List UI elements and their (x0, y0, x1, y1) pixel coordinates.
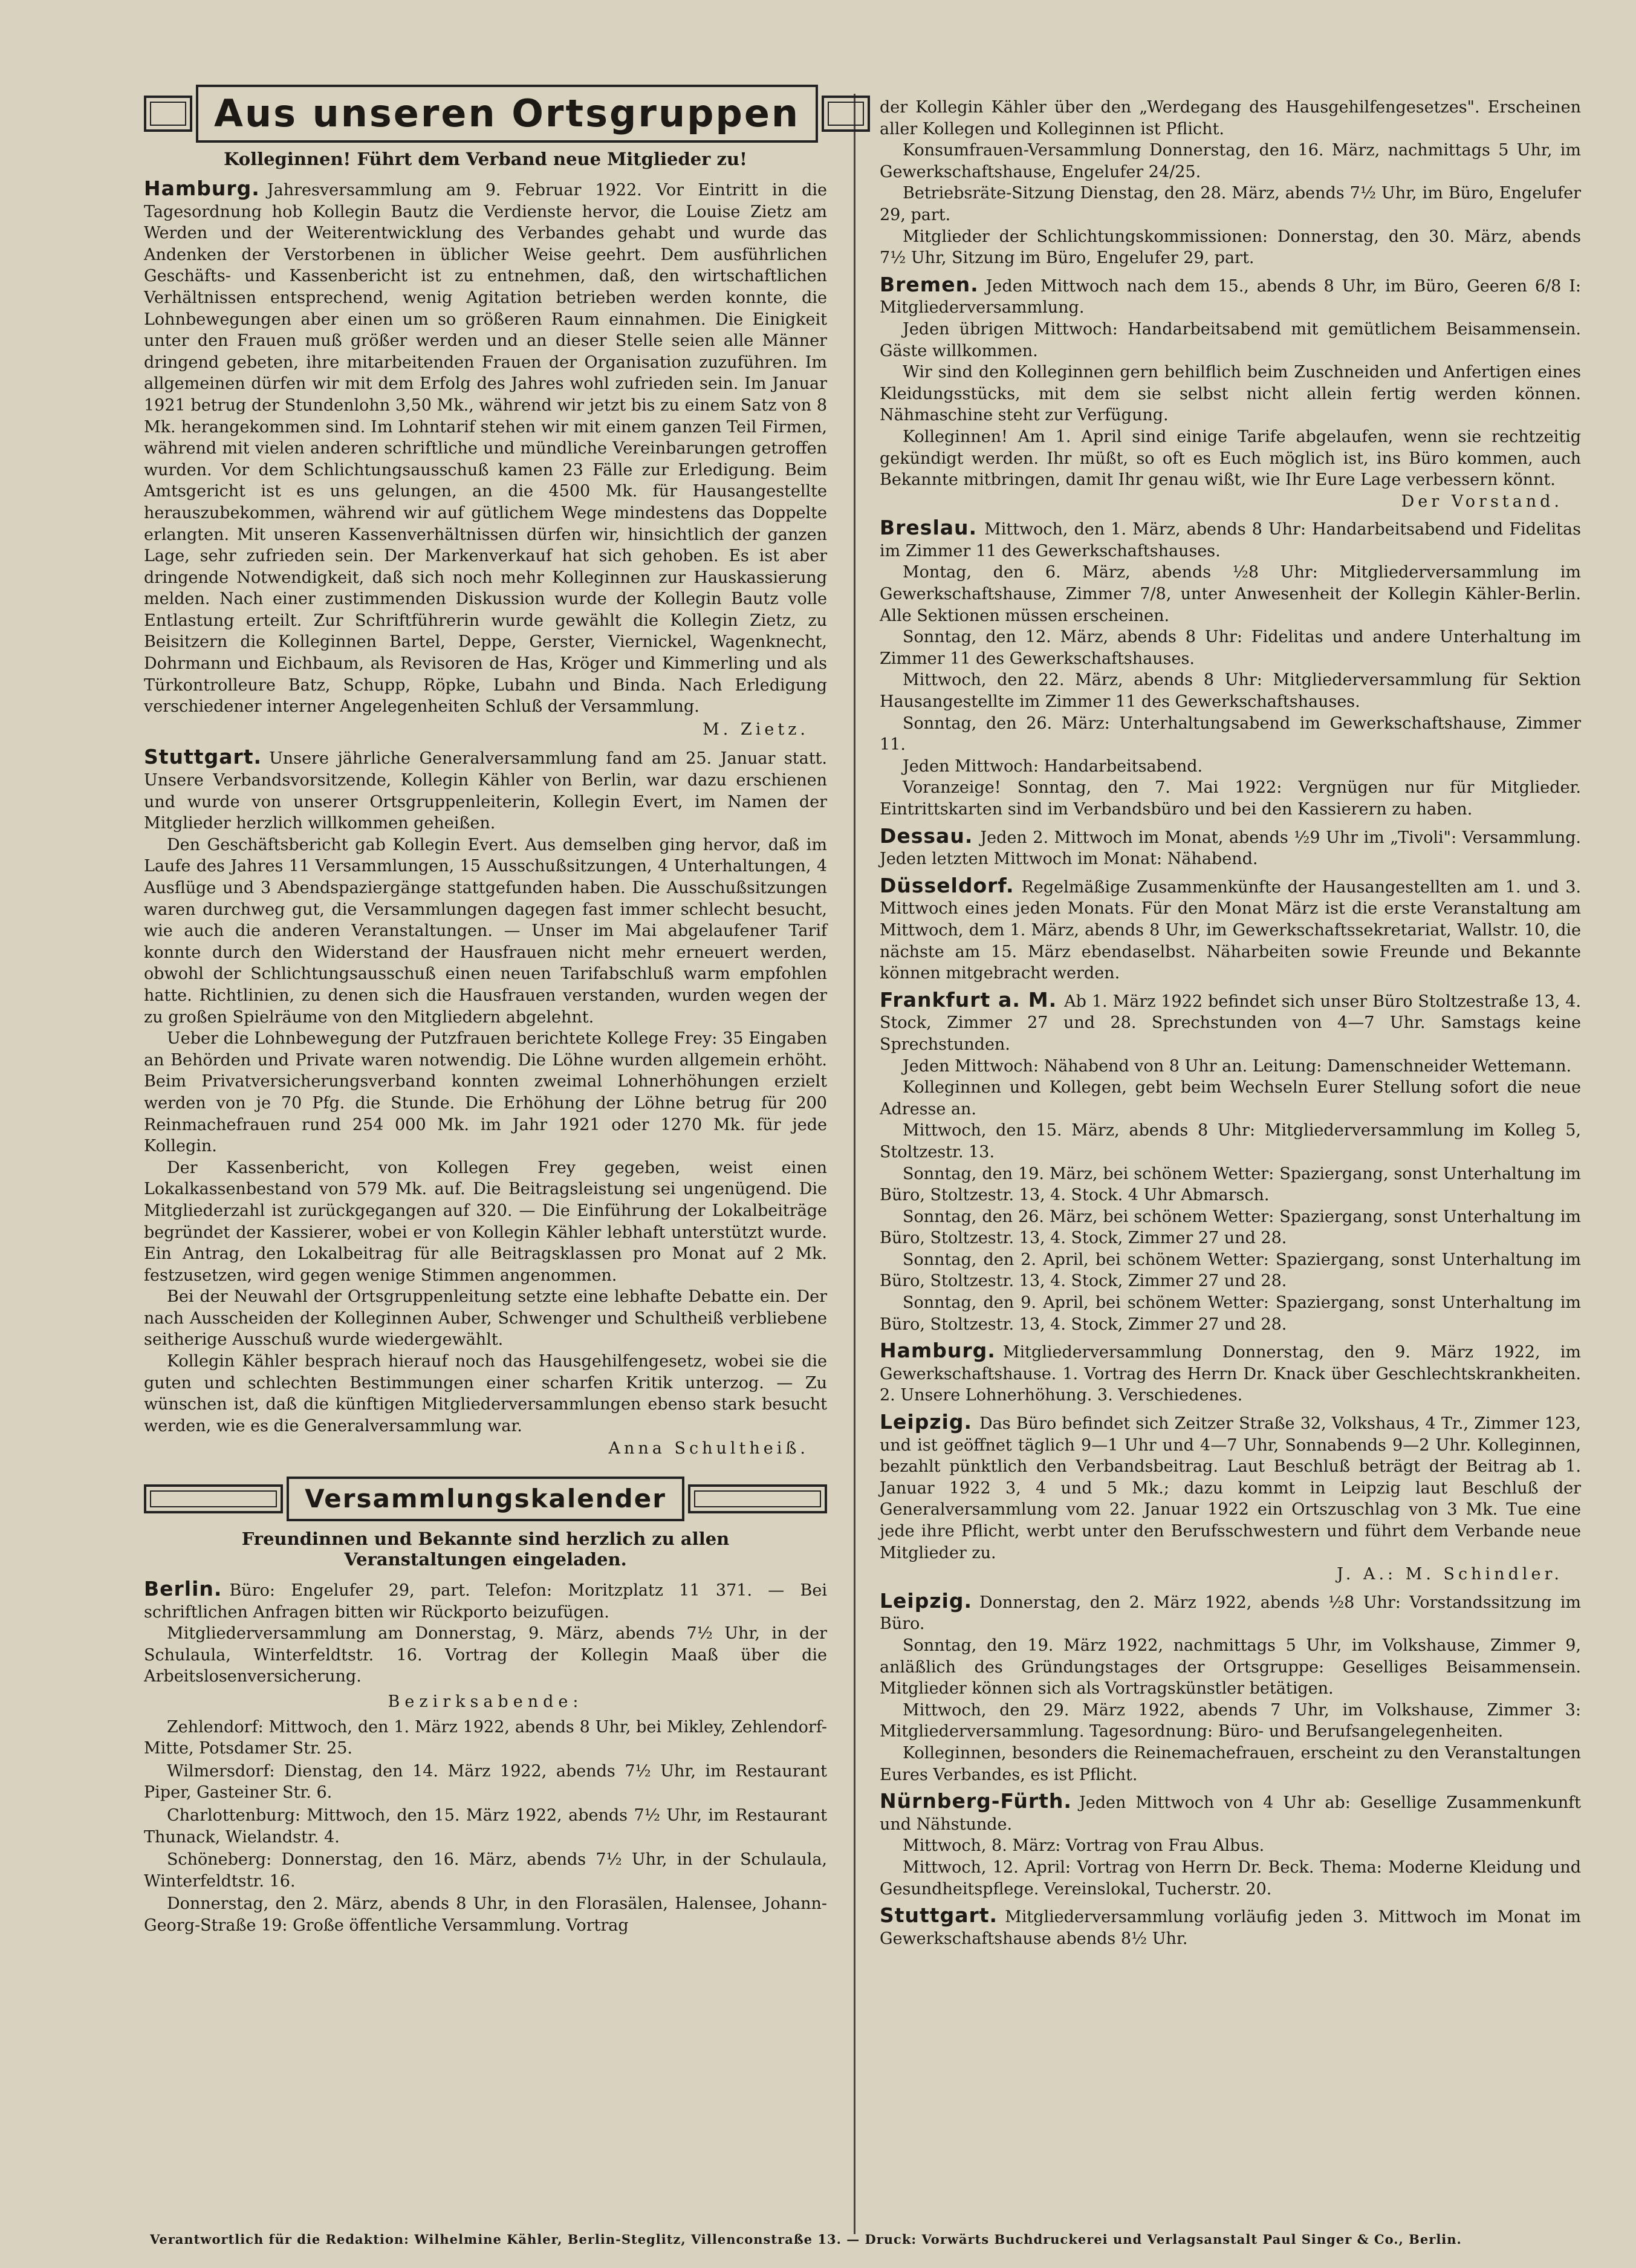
calendar-breslau (880, 517, 1581, 562)
article-paragraph: Kollegin Kähler besprach hierauf noch das Hausgehilfengesetz, wobei sie die guten und schlechten Bestimmungen einer scharfen Kritik unterzog. — Zu wünschen ist, daß die künftigen Mitgliederversammlungen ebenso stark besucht werden, wie es die Generalversammlung war. (144, 1352, 827, 1435)
calendar-entry: Jeden Mittwoch: Nähabend von 8 Uhr an. Leitung: Damenschneider Wettemann. (903, 1056, 1572, 1076)
heading-ornament-left (144, 1484, 283, 1513)
entry-text: Jeden Mittwoch von 4 Uhr ab: Gesellige Zusammenkunft und Nähstunde. (880, 1793, 1581, 1834)
calendar-dessau (880, 825, 1581, 870)
entry-text: Mitgliederversammlung Donnerstag, den 9. März 1922, im Gewerkschaftshause. 1. Vortrag des Herrn Dr. Knack über Geschlechtskrankheiten. 2. Unsere Lohnerhöhung. 3. Verschiedenes. (880, 1343, 1581, 1405)
city-name: Hamburg. (144, 177, 260, 200)
city-name: Stuttgart. (144, 745, 262, 769)
calendar-entry: Sonntag, den 19. März, bei schönem Wetter: Spaziergang, sonst Unterhaltung im Büro, Stoltzestr. 13, 4. Stock. 4 Uhr Abmarsch. (880, 1164, 1581, 1205)
calendar-entry: Sonntag, den 19. März 1922, nachmittags 5 Uhr, im Volkshause, Zimmer 9, anläßlich des Gründungstages der Ortsgruppe: Geselliges Beisammensein. Mitglieder können sich als Vortragskünstler betätigen. (880, 1636, 1581, 1698)
calendar-stuttgart (880, 1905, 1581, 1949)
calendar-entry: Mittwoch, 8. März: Vortrag von Frau Albus. (903, 1836, 1265, 1856)
left-column (144, 85, 827, 1938)
calendar-entry: Kolleginnen, besonders die Reinemachefrauen, erscheint zu den Veranstaltungen Eures Verbandes, es ist Pflicht. (880, 1743, 1581, 1784)
calendar-entry: Mittwoch, den 29. März 1922, abends 7 Uhr, im Volkshause, Zimmer 3: Mitgliederversammlung. Tagesordnung: Büro- und Berufsangelegenheiten. (880, 1700, 1581, 1741)
column-divider (854, 94, 855, 2234)
article-paragraph: Der Kassenbericht, von Kollegen Frey gegeben, weist einen Lokalkassenbestand von 579 Mk. auf. Die Beitragsleistung sei ungenügend. Die Mitgliederzahl ist zurückgegangen auf 320. — Die Einführung der Lokalbeiträge begründet der Kassierer, wobei er von Kollegin Kähler lebhaft unterstützt wurde. Ein Antrag, den Lokalbeitrag für alle Beitragsklassen pro Monat auf 2 Mk. festzusetzen, wird gegen wenige Stimmen angenommen. (144, 1158, 827, 1285)
calendar-entry: Schöneberg: Donnerstag, den 16. März, abends 7½ Uhr, in der Schulaula, Winterfeldtstr. 16. (144, 1850, 827, 1891)
entry-text: Mitgliederversammlung vorläufig jeden 3. Mittwoch im Monat im Gewerkschaftshause abends 8½ Uhr. (880, 1908, 1581, 1948)
section-heading-kalender (144, 1475, 827, 1522)
right-column (880, 97, 1581, 1949)
city-name: Hamburg. (880, 1339, 996, 1363)
calendar-leipzig-2 (880, 1590, 1581, 1635)
heading-title: Aus unseren Ortsgruppen (196, 85, 818, 143)
signature: M. Zietz. (703, 720, 809, 739)
signature: Anna Schultheiß. (608, 1439, 809, 1458)
city-name: Berlin. (144, 1577, 222, 1601)
entry-text: Donnerstag, den 2. März 1922, abends ½8 Uhr: Vorstandssitzung im Büro. (880, 1593, 1581, 1634)
signature: J. A.: M. Schindler. (1337, 1565, 1563, 1584)
calendar-entry: Mitglieder der Schlichtungskommissionen: Donnerstag, den 30. März, abends 7½ Uhr, Sitzung im Büro, Engelufer 29, part. (880, 227, 1581, 268)
imprint-footer: Verantwortlich für die Redaktion: Wilhelmine Kähler, Berlin-Steglitz, Villenconstraße 13. — Druck: Vorwärts Buchdruckerei und Verlagsanstalt Paul Singer & Co., Berlin. (150, 2232, 1462, 2247)
calendar-bremen (880, 274, 1581, 319)
calendar-entry: Mittwoch, den 15. März, abends 8 Uhr: Mitgliederversammlung im Kolleg 5, Stoltzestr. 13. (880, 1121, 1581, 1162)
heading-ornament-right (688, 1484, 827, 1513)
city-name: Leipzig. (880, 1410, 973, 1434)
heading-ornament-left (144, 96, 192, 132)
city-name: Dessau. (880, 824, 973, 848)
signature: Der Vorstand. (1401, 492, 1563, 511)
calendar-berlin (144, 1578, 827, 1623)
section-subheading: Kolleginnen! Führt dem Verband neue Mitglieder zu! (224, 149, 747, 169)
calendar-entry: Zehlendorf: Mittwoch, den 1. März 1922, abends 8 Uhr, bei Mikley, Zehlendorf-Mitte, Potsdamer Str. 25. (144, 1717, 827, 1758)
calendar-leipzig (880, 1411, 1581, 1564)
article-text: Unsere jährliche Generalversammlung fand am 25. Januar statt. Unsere Verbandsvorsitzende, Kollegin Kähler von Berlin, war dazu erschienen und wurde von unserer Ortsgruppenleiterin, Kollegin Evert, im Namen der Mitglieder herzlich willkommen geheißen. (144, 749, 827, 833)
city-name: Bremen. (880, 272, 979, 296)
calendar-entry: Betriebsräte-Sitzung Dienstag, den 28. März, abends 7½ Uhr, im Büro, Engelufer 29, part. (880, 184, 1581, 224)
calendar-entry: Sonntag, den 26. März: Unterhaltungsabend im Gewerkschaftshause, Zimmer 11. (880, 713, 1581, 755)
calendar-entry: Sonntag, den 9. April, bei schönem Wetter: Spaziergang, sonst Unterhaltung im Büro, Stoltzestr. 13, 4. Stock, Zimmer 27 und 28. (880, 1293, 1581, 1334)
calendar-entry: Kolleginnen und Kollegen, gebt beim Wechseln Eurer Stellung sofort die neue Adresse an. (880, 1078, 1581, 1119)
city-name: Stuttgart. (880, 1903, 998, 1928)
heading-ornament-right (822, 96, 870, 132)
article-stuttgart (144, 746, 827, 834)
heading-title: Versammlungskalender (287, 1477, 684, 1521)
entry-text: Regelmäßige Zusammenkünfte der Hausangestellten am 1. und 3. Mittwoch eines jeden Monats. Für den Monat März ist die erste Veranstaltung am Mittwoch, dem 1. März, abends 8 Uhr, im Gewerkschaftssekretariat, Wallstr. 10, die nächste am 15. März ebendaselbst. Näharbeiten sowie Freunde und Bekannte können mitgebracht werden. (880, 877, 1581, 983)
section-subheading: Freundinnen und Bekannte sind herzlich zu allen Veranstaltungen eingeladen. (241, 1529, 730, 1570)
calendar-entry: Sonntag, den 12. März, abends 8 Uhr: Fidelitas und andere Unterhaltung im Zimmer 11 des Gewerkschaftshauses. (880, 628, 1581, 668)
city-name: Frankfurt a. M. (880, 987, 1057, 1012)
city-name: Nürnberg-Fürth. (880, 1789, 1072, 1813)
entry-text: Jeden 2. Mittwoch im Monat, abends ½9 Uhr im „Tivoli": Versammlung. Jeden letzten Mittwoch im Monat: Nähabend. (880, 828, 1581, 869)
calendar-frankfurt (880, 989, 1581, 1056)
city-name: Düsseldorf. (880, 873, 1014, 897)
article-paragraph: Bei der Neuwahl der Ortsgruppenleitung setzte eine lebhafte Debatte ein. Der nach Ausscheiden der Kolleginnen Auber, Schwenger und Schultheiß verbliebene seitherige Ausschuß wurde wiedergewählt. (144, 1287, 827, 1350)
calendar-entry: Donnerstag, den 2. März, abends 8 Uhr, in den Florasälen, Halensee, Johann-Georg-Straße 19: Große öffentliche Versammlung. Vortrag (144, 1894, 827, 1935)
calendar-entry: Wilmersdorf: Dienstag, den 14. März 1922, abends 7½ Uhr, im Restaurant Piper, Gasteiner Str. 6. (144, 1761, 827, 1802)
calendar-entry: Mitgliederversammlung am Donnerstag, 9. März, abends 7½ Uhr, in der Schulaula, Winterfeldtstr. 16. Vortrag der Kollegin Maaß über die Arbeitslosenversicherung. (144, 1624, 827, 1686)
entry-text: Jeden Mittwoch nach dem 15., abends 8 Uhr, im Büro, Geeren 6/8 I: Mitgliederversammlung. (880, 276, 1581, 317)
calendar-entry: Mittwoch, 12. April: Vortrag von Herrn Dr. Beck. Thema: Moderne Kleidung und Gesundheitspflege. Vereinslokal, Tucherstr. 20. (880, 1857, 1581, 1899)
article-paragraph: Ueber die Lohnbewegung der Putzfrauen berichtete Kollege Frey: 35 Eingaben an Behörden und Private waren notwendig. Die Löhne wurden allgemein erhöht. Beim Privatversicherungsverband konnten zweimal Lohnerhöhungen erzielt werden von je 70 Pfg. die Stunde. Die Erhöhung der Löhne betrug für 200 Reinmachefrauen rund 254 000 Mk. im Jahr 1921 oder 1270 Mk. für jede Kollegin. (144, 1029, 827, 1156)
city-name: Leipzig. (880, 1588, 973, 1613)
entry-text: Mittwoch, den 1. März, abends 8 Uhr: Handarbeitsabend und Fidelitas im Zimmer 11 des Gewerkschaftshauses. (880, 520, 1581, 561)
calendar-entry: Kolleginnen! Am 1. April sind einige Tarife abgelaufen, wenn sie rechtzeitig gekündigt werden. Ihr müßt, so oft es Euch möglich ist, ins Büro kommen, auch Bekannte mitbringen, damit Ihr genau wißt, wie Ihr Eure Lage verbessern könnt. (880, 427, 1581, 490)
calendar-entry: Sonntag, den 26. März, bei schönem Wetter: Spaziergang, sonst Unterhaltung im Büro, Stoltzestr. 13, 4. Stock, Zimmer 27 und 28. (880, 1207, 1581, 1248)
article-paragraph: Den Geschäftsbericht gab Kollegin Evert. Aus demselben ging hervor, daß im Laufe des Jahres 11 Versammlungen, 15 Ausschußsitzungen, 4 Unterhaltungen, 4 Ausflüge und 3 Abendspaziergänge stattgefunden haben. Die Ausschußsitzungen waren durchweg gut, die Versammlungen dagegen fast immer schlecht besucht, wie auch die anderen Veranstaltungen. — Unser im Mai abgelaufener Tarif konnte durch den Widerstand der Hausfrauen nicht mehr erneuert werden, obwohl der Schlichtungsausschuß einen neuen Tarifabschluß warm empfohlen hatte. Richtlinien, zu denen sich die Hausfrauen verstanden, wurden wegen der zu großen Spielräume von den Mitgliedern abgelehnt. (144, 835, 827, 1027)
calendar-entry: Sonntag, den 2. April, bei schönem Wetter: Spaziergang, sonst Unterhaltung im Büro, Stoltzestr. 13, 4. Stock, Zimmer 27 und 28. (880, 1250, 1581, 1291)
calendar-hamburg (880, 1340, 1581, 1406)
article-hamburg (144, 178, 827, 718)
calendar-entry: Mittwoch, den 22. März, abends 8 Uhr: Mitgliederversammlung für Sektion Hausangestellte im Zimmer 11 des Gewerkschaftshauses. (880, 671, 1581, 712)
entry-text: Das Büro befindet sich Zeitzer Straße 32, Volkshaus, 4 Tr., Zimmer 123, und ist geöffnet täglich 9—1 Uhr und 4—7 Uhr, Sonnabends 9—2 Uhr. Kolleginnen, bezahlt pünktlich den Verbandsbeitrag. Laut Beschluß beträgt der Beitrag ab 1. Januar 1922 3, 4 und 5 Mk.; dazu kommt in Leipzig laut Beschluß der Generalversammlung vom 22. Januar 1922 ein Ortszuschlag von 3 Mk. Tue eine jede ihre Pflicht, werbt unter den Berufsschwestern und führt dem Verbande neue Mitglieder zu. (880, 1414, 1581, 1562)
calendar-nuernberg (880, 1790, 1581, 1835)
calendar-entry: Montag, den 6. März, abends ½8 Uhr: Mitgliederversammlung im Gewerkschaftshause, Zimmer 7/8, unter Anwesenheit der Kollegin Kähler-Berlin. Alle Sektionen müssen erscheinen. (880, 563, 1581, 625)
calendar-entry: Wir sind den Kolleginnen gern behilflich beim Zuschneiden und Anfertigen eines Kleidungsstücks, mit dem sie selbst nicht allein fertig werden können. Nähmaschine steht zur Verfügung. (880, 363, 1581, 425)
calendar-entry: Charlottenburg: Mittwoch, den 15. März 1922, abends 7½ Uhr, im Restaurant Thunack, Wielandstr. 4. (144, 1805, 827, 1847)
entry-text: Ab 1. März 1922 befindet sich unser Büro Stoltzestraße 13, 4. Stock, Zimmer 27 und 28. Sprechstunden von 4—7 Uhr. Samstags keine Sprechstunden. (880, 992, 1581, 1054)
calendar-entry: Voranzeige! Sonntag, den 7. Mai 1922: Vergnügen nur für Mitglieder. Eintrittskarten sind im Verbandsbüro und bei den Kassierern zu haben. (880, 778, 1581, 819)
entry-text: Büro: Engelufer 29, part. Telefon: Moritzplatz 11 371. — Bei schriftlichen Anfragen bitten wir Rückporto beizufügen. (144, 1581, 827, 1622)
city-name: Breslau. (880, 516, 978, 540)
calendar-duesseldorf (880, 875, 1581, 984)
bezirk-heading: Bezirksabende: (388, 1692, 583, 1711)
calendar-entry: der Kollegin Kähler über den „Werdegang des Hausgehilfengesetzes". Erscheinen aller Kollegen und Kolleginnen ist Pflicht. (880, 98, 1581, 138)
calendar-entry: Jeden übrigen Mittwoch: Handarbeitsabend mit gemütlichem Beisammensein. Gäste willkommen. (880, 319, 1581, 360)
calendar-entry: Konsumfrauen-Versammlung Donnerstag, den 16. März, nachmittags 5 Uhr, im Gewerkschaftshause, Engelufer 24/25. (880, 141, 1581, 181)
calendar-entry: Jeden Mittwoch: Handarbeitsabend. (903, 756, 1203, 776)
article-text: Jahresversammlung am 9. Februar 1922. Vor Eintritt in die Tagesordnung hob Kollegin Bautz die Verdienste hervor, die Louise Zietz am Werden und der Weiterentwicklung des Verbandes gehabt und wurde das Andenken der Verstorbenen in üblicher Weise geehrt. Dem ausführlichen Geschäfts- und Kassenbericht ist zu entnehmen, daß, den wirtschaftlichen Verhältnissen entsprechend, wenig Agitation betrieben werden konnte, die Lohnbewegungen aber einen um so größeren Raum einnahmen. Die Einigkeit unter den Frauen muß größer werden und an dieser Stelle seien alle Männer dringend gebeten, ihre mitarbeitenden Frauen der Organisation zuzuführen. Im allgemeinen dürfen wir mit dem Erfolg des Jahres wohl zufrieden sein. Im Januar 1921 betrug der Stundenlohn 3,50 Mk., während wir jetzt bis zu einem Satz von 8 Mk. herangekommen sind. Im Lohntarif stehen wir mit einem ganzen Teil Firmen, während mit vielen anderen schriftliche und mündliche Vereinbarungen getroffen wurden. Vor dem Schlichtungsausschuß kamen 23 Fälle zur Erledigung. Beim Amtsgericht ist es uns gelungen, an die 4500 Mk. für Hausangestellte herauszubekommen, während wir auf gütlichem Wege mindestens das Doppelte erlangten. Mit unseren Kassenverhältnissen dürfen wir, hinsichtlich der ganzen Lage, sehr zufrieden sein. Der Markenverkauf hat sich gehoben. Es ist aber dringende Notwendigkeit, daß sich noch mehr Kolleginnen zur Hauskassierung melden. Nach einer zustimmenden Diskussion wurde der Kollegin Bautz volle Entlastung erteilt. Zur Schriftführerin wurde gewählt die Kollegin Zietz, zu Beisitzern die Kolleginnen Bartel, Deppe, Gerster, Viernickel, Wagenknecht, Dohrmann und Eichbaum, als Revisoren de Has, Kröger und Kimmerling und als Türkontrolleure Batz, Schupp, Röpke, Lubahn und Binda. Nach Erledigung verschiedener interner Angelegenheiten Schluß der Versammlung. (144, 181, 827, 716)
section-heading-ortsgruppen (144, 85, 827, 143)
